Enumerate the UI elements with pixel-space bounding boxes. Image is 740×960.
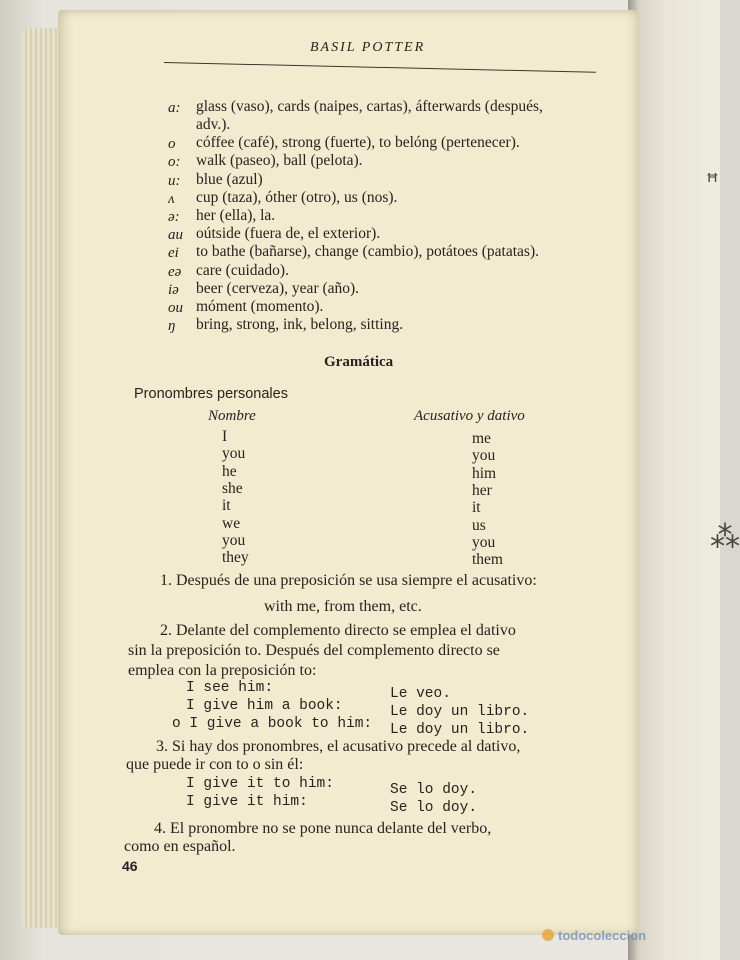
phonetic-symbol: a: <box>168 100 181 116</box>
phonetic-example: móment (momento). <box>196 298 324 315</box>
rule-1-example: with me, from them, etc. <box>264 598 422 615</box>
phonetic-symbol: ei <box>168 245 179 262</box>
page-number: 46 <box>122 858 138 874</box>
adjacent-page <box>628 0 740 960</box>
phonetic-example: oútside (fuera de, el exterior). <box>196 225 381 243</box>
rule-1: 1. Después de una preposición se usa siempre el acusativo: <box>160 572 537 589</box>
rule-3-line-2: que puede ir con to o sin él: <box>126 756 304 773</box>
nominative-pronoun: you <box>222 445 246 463</box>
phonetic-symbol: u: <box>168 172 181 189</box>
phonetic-example: walk (paseo), ball (pelota). <box>196 152 363 170</box>
sketch-mark: ⁂ <box>710 520 740 555</box>
phonetic-symbol: ŋ <box>168 318 176 335</box>
phonetic-symbol: eə <box>168 263 182 280</box>
accusative-pronoun: you <box>472 447 496 465</box>
accusative-pronoun: him <box>472 464 497 482</box>
phonetic-example: cup (taza), óther (otro), us (nos). <box>196 188 398 206</box>
phonetic-symbol: o: <box>168 154 181 171</box>
phonetic-symbol: au <box>168 227 183 244</box>
nominative-pronoun: she <box>222 479 243 497</box>
watermark-text: todocoleccion <box>558 928 647 943</box>
accusative-pronoun: me <box>472 430 491 447</box>
phonetic-example: her (ella), la. <box>196 207 276 224</box>
phonetic-example: beer (cerveza), year (año). <box>196 279 360 297</box>
rule-2-line-2: sin la preposición to. Después del complemento directo se <box>128 642 500 659</box>
rule-2-line-1: 2. Delante del complemento directo se emplea el dativo <box>160 622 516 639</box>
phonetic-example: cóffee (café), strong (fuerte), to belóng (pertenecer). <box>196 134 520 152</box>
example-spanish: Le veo. <box>390 686 451 702</box>
phonetic-symbol: ə: <box>168 209 180 225</box>
phonetic-example: glass (vaso), cards (naipes, cartas), áfterwards (después, <box>196 98 543 115</box>
example-english: I give it him: <box>186 794 308 810</box>
example-spanish: Se lo doy. <box>390 800 478 816</box>
phonetic-example: to bathe (bañarse), change (cambio), potátoes (patatas). <box>196 243 539 261</box>
phonetic-example-continued: adv.). <box>196 116 231 133</box>
example-english: o I give a book to him: <box>172 716 373 732</box>
rule-3-line-1: 3. Si hay dos pronombres, el acusativo precede al dativo, <box>156 738 521 755</box>
phonetic-example: care (cuidado). <box>196 261 289 279</box>
nominative-pronoun: we <box>222 514 241 532</box>
accusative-pronoun: us <box>472 516 486 534</box>
phonetic-example: blue (azul) <box>196 170 263 188</box>
accusative-pronoun: you <box>472 533 496 551</box>
phonetic-example: bring, strong, ink, belong, sitting. <box>196 316 404 334</box>
rule-2-line-3: emplea con la preposición to: <box>128 662 317 679</box>
example-spanish: Se lo doy. <box>390 782 478 798</box>
example-english: I give it to him: <box>186 776 334 792</box>
watermark-logo-icon <box>542 929 554 941</box>
phonetic-symbol: ou <box>168 300 183 316</box>
phonetic-symbol: o <box>168 136 176 153</box>
example-english: I give him a book: <box>186 698 343 714</box>
sketch-mark: ꟸ <box>706 170 719 195</box>
example-spanish: Le doy un libro. <box>390 722 530 738</box>
nominative-pronoun: you <box>222 531 246 549</box>
section-title: Gramática <box>324 354 394 370</box>
example-spanish: Le doy un libro. <box>390 704 530 720</box>
accusative-pronoun: her <box>472 481 492 499</box>
running-header: BASIL POTTER <box>310 40 426 55</box>
phonetic-symbol: ʌ <box>168 190 175 207</box>
rule-4-line-1: 4. El pronombre no se pone nunca delante del verbo, <box>154 820 492 837</box>
example-english: I see him: <box>186 680 274 696</box>
nominative-pronoun: it <box>222 497 231 515</box>
column-title-nominative: Nombre <box>208 408 256 424</box>
phonetic-symbol: iə <box>168 281 179 298</box>
accusative-pronoun: them <box>472 551 503 569</box>
nominative-pronoun: he <box>222 462 237 480</box>
nominative-pronoun: I <box>222 428 228 445</box>
column-title-accusative: Acusativo y dativo <box>414 408 525 424</box>
nominative-pronoun: they <box>222 549 249 567</box>
pronouns-heading: Pronombres personales <box>134 386 288 402</box>
watermark <box>542 928 646 943</box>
accusative-pronoun: it <box>472 499 481 517</box>
rule-4-line-2: como en español. <box>124 838 236 855</box>
